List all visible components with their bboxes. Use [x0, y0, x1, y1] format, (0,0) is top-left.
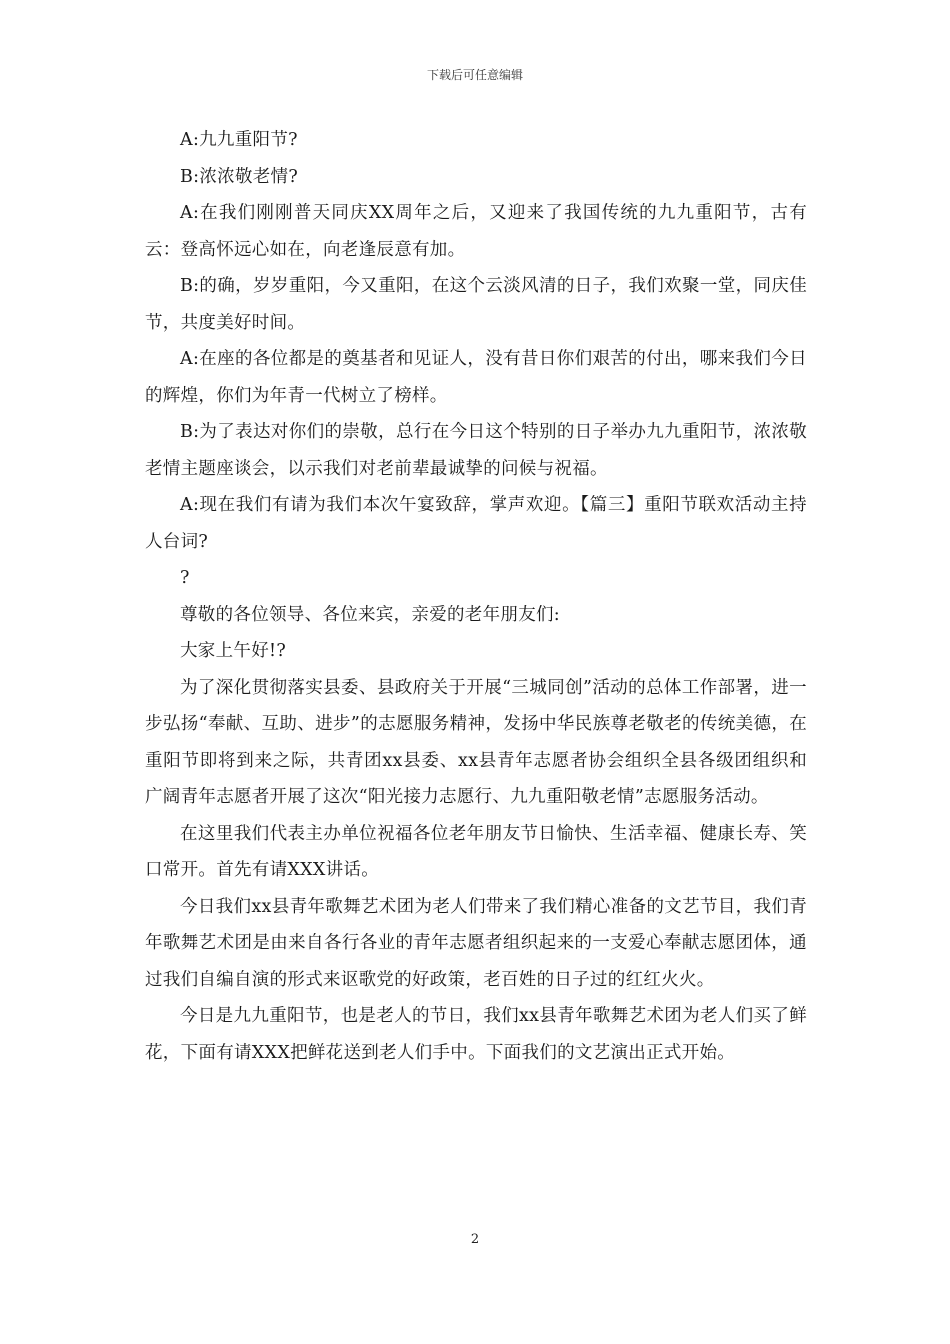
- paragraph-a-tribute: A:在座的各位都是的奠基者和见证人，没有昔日你们艰苦的付出，哪来我们今日的辉煌，你们为年青一代树立了榜样。: [145, 349, 807, 406]
- document-body: [145, 122, 807, 1071]
- paragraph-art-troupe: 今日我们xx县青年歌舞艺术团为老人们带来了我们精心准备的文艺节目，我们青年歌舞艺术团是由来自各行各业的青年志愿者组织起来的一支爱心奉献志愿团体，通过我们自编自演的形式来讴歌党的好政策，老百姓的日子过的红红火火。: [145, 896, 807, 990]
- paragraph-purpose: 为了深化贯彻落实县委、县政府关于开展“三城同创”活动的总体工作部署，进一步弘扬“奉献、互助、进步”的志愿服务精神，发扬中华民族尊老敬老的传统美德，在重阳节即将到来之际，共青团xx县委、xx县青年志愿者协会组织全县各级团组织和广阔青年志愿者开展了这次“阳光接力志愿行、九九重阳敬老情”志愿服务活动。: [145, 677, 807, 807]
- page-number: 2: [470, 1232, 480, 1247]
- page-header: 下载后可任意编辑: [426, 68, 523, 82]
- paragraph-a-opening: A:在我们刚刚普天同庆XX周年之后，又迎来了我国传统的九九重阳节，古有云：登高怀远心如在，向老逢辰意有加。: [145, 203, 807, 260]
- paragraph-b-title: B:浓浓敬老情?: [180, 166, 299, 187]
- paragraph-b-opening: B:的确，岁岁重阳，今又重阳，在这个云淡风清的日子，我们欢聚一堂，同庆佳节，共度美好时间。: [145, 276, 807, 333]
- paragraph-b-tribute: B:为了表达对你们的崇敬，总行在今日这个特别的日子举办九九重阳节，浓浓敬老情主题座谈会，以示我们对老前辈最诚挚的问候与祝福。: [145, 422, 807, 479]
- paragraph-salutation: 尊敬的各位领导、各位来宾，亲爱的老年朋友们:: [180, 604, 560, 625]
- paragraph-question-mark: ?: [180, 568, 190, 588]
- paragraph-blessing: 在这里我们代表主办单位祝福各位老年朋友节日愉快、生活幸福、健康长寿、笑口常开。首先有请XXX讲话。: [145, 823, 807, 880]
- paragraph-a-title: A:九九重阳节?: [180, 130, 298, 150]
- paragraph-a-invite: A:现在我们有请为我们本次午宴致辞，掌声欢迎。【篇三】重阳节联欢活动主持人台词?: [145, 495, 807, 552]
- paragraph-greeting: 大家上午好!?: [180, 641, 287, 661]
- paragraph-flowers: 今日是九九重阳节，也是老人的节日，我们xx县青年歌舞艺术团为老人们买了鲜花，下面有请XXX把鲜花送到老人们手中。下面我们的文艺演出正式开始。: [145, 1006, 807, 1063]
